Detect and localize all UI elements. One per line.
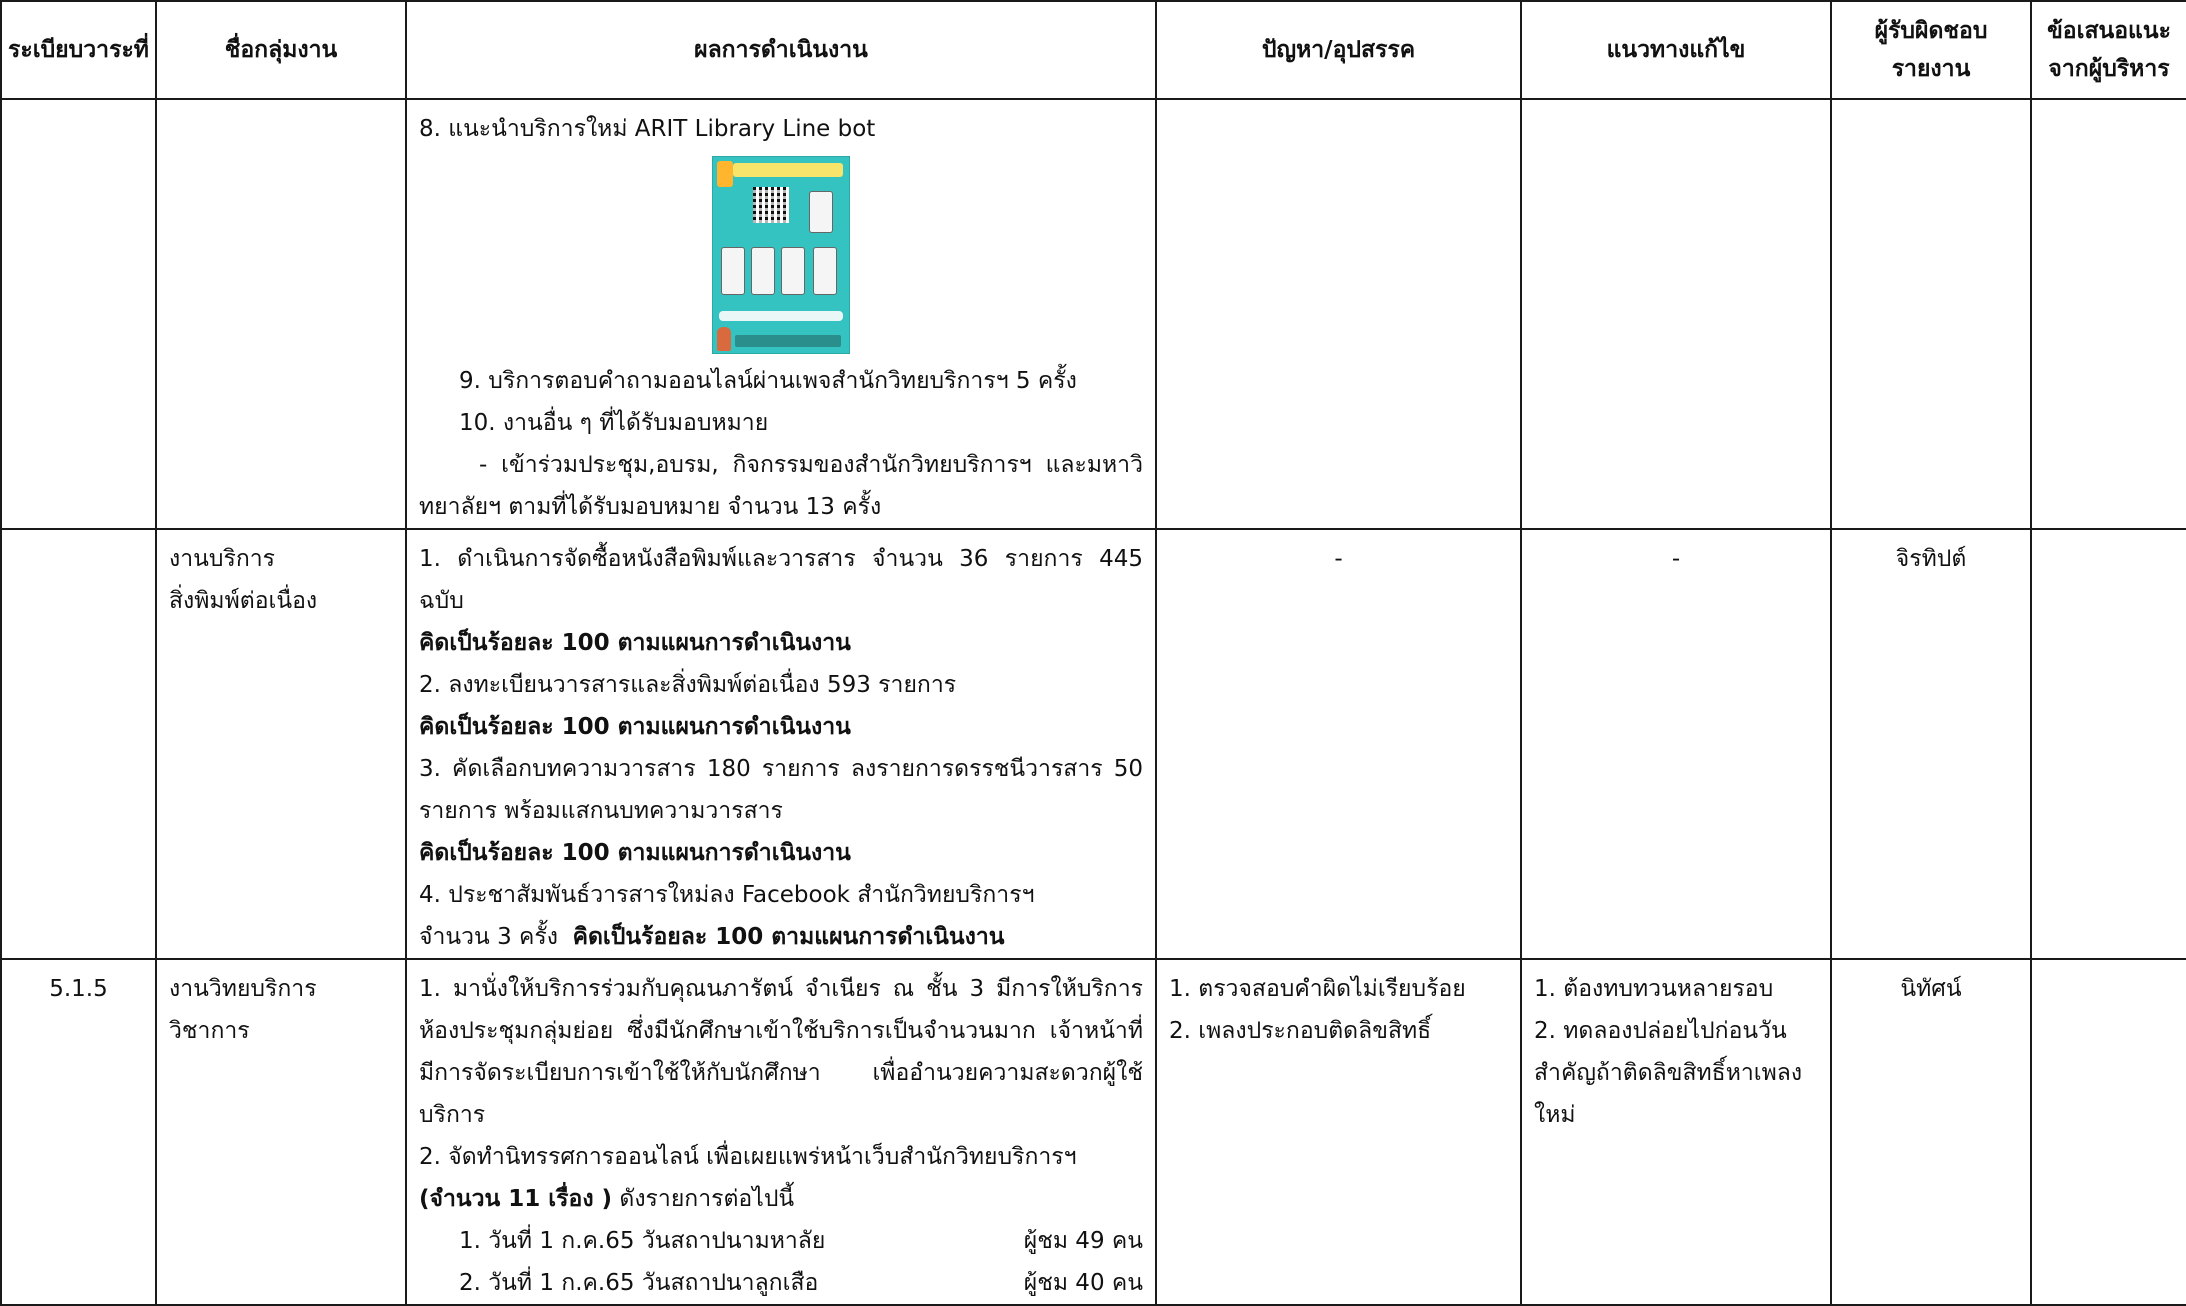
solutions-cell [1521, 529, 1831, 959]
result-item-detail: - เข้าร่วมประชุม,อบรม, กิจกรรมของสำนักวิทยบริการฯ และมหาวิทยาลัยฯ ตามที่ได้รับมอบหมาย จำนวน 13 ครั้ง [419, 452, 1143, 520]
header-row [1, 1, 2186, 99]
responsible-name: นิทัศน์ [1900, 976, 1962, 1002]
responsible-cell [1831, 99, 2031, 529]
responsible-cell [1831, 959, 2031, 1305]
agenda-cell [1, 959, 156, 1305]
header-responsible: ผู้รับผิดชอบรายงาน [1831, 1, 2031, 99]
result-tail: ดังรายการต่อไปนี้ [612, 1186, 795, 1212]
results-cell [406, 99, 1156, 529]
problems-cell [1156, 99, 1521, 529]
group-name: สิ่งพิมพ์ต่อเนื่อง [169, 588, 318, 614]
responsible-name: จิรทิปต์ [1895, 546, 1967, 572]
exhibit-date: 2. วันที่ 1 ก.ค.65 วันสถาปนาลูกเสือ [459, 1270, 819, 1296]
list-item [419, 1262, 1143, 1304]
solutions-cell [1521, 959, 1831, 1305]
result-item: 1. ดำเนินการจัดซื้อหนังสือพิมพ์และวารสาร จำนวน 36 รายการ 445 ฉบับ [419, 546, 1143, 614]
result-item: 2. ลงทะเบียนวารสารและสิ่งพิมพ์ต่อเนื่อง 593 รายการ [419, 672, 957, 698]
group-cell [156, 959, 406, 1305]
header-agenda: ระเบียบวาระที่ [1, 1, 156, 99]
result-item [419, 916, 1143, 958]
exhibit-viewers: ผู้ชม 40 คน [1023, 1270, 1143, 1296]
problems-text: - [1334, 546, 1343, 572]
result-count: จำนวน 3 ครั้ง [419, 924, 566, 950]
header-group: ชื่อกลุ่มงาน [156, 1, 406, 99]
solutions-cell [1521, 99, 1831, 529]
problems-cell [1156, 959, 1521, 1305]
table-row [1, 959, 2186, 1305]
solution-item: 1. ต้องทบทวนหลายรอบ [1534, 976, 1774, 1002]
solutions-text: - [1671, 546, 1681, 572]
problems-cell [1156, 529, 1521, 959]
suggestions-cell [2031, 959, 2186, 1305]
problem-item: 2. เพลงประกอบติดลิขสิทธิ์ [1169, 1018, 1432, 1044]
result-summary: (จำนวน 11 เรื่อง ) [419, 1186, 613, 1212]
result-item [419, 1178, 1143, 1220]
agenda-cell [1, 99, 156, 529]
result-item: 3. คัดเลือกบทความวารสาร 180 รายการ ลงรายการดรรชนีวารสาร 50 รายการ พร้อมแสกนบทความวารสาร [419, 756, 1143, 824]
header-suggestions: ข้อเสนอแนะจากผู้บริหาร [2031, 1, 2186, 99]
table-row [1, 529, 2186, 959]
suggestions-cell [2031, 529, 2186, 959]
table-row [1, 99, 2186, 529]
line-bot-poster-image [712, 156, 850, 354]
results-cell [406, 529, 1156, 959]
result-summary: คิดเป็นร้อยละ 100 ตามแผนการดำเนินงาน [419, 630, 851, 656]
group-cell [156, 99, 406, 529]
result-item: 4. ประชาสัมพันธ์วารสารใหม่ลง Facebook สำนักวิทยบริการฯ [419, 882, 1035, 908]
group-name: งานบริการ [169, 546, 276, 572]
group-cell [156, 529, 406, 959]
header-results: ผลการดำเนินงาน [406, 1, 1156, 99]
result-item: 2. จัดทำนิทรรศการออนไลน์ เพื่อเผยแพร่หน้าเว็บสำนักวิทยบริการฯ [419, 1144, 1077, 1170]
result-item: 1. มานั่งให้บริการร่วมกับคุณนภารัตน์ จำเนียร ณ ชั้น 3 มีการให้บริการห้องประชุมกลุ่มย่อย ซึ่งมีนักศึกษาเข้าใช้บริการเป็นจำนวนมาก เจ้าหน้าที่มีการจัดระเบียบการเข้าใช้ให้กับนักศึกษา เพื่ออำนวยความสะดวกผู้ใช้บริการ [419, 976, 1143, 1128]
header-solutions: แนวทางแก้ไข [1521, 1, 1831, 99]
exhibit-viewers: ผู้ชม 49 คน [1023, 1228, 1143, 1254]
result-item: 9. บริการตอบคำถามออนไลน์ผ่านเพจสำนักวิทยบริการฯ 5 ครั้ง [459, 368, 1077, 394]
result-item: 8. แนะนำบริการใหม่ ARIT Library Line bot [419, 116, 876, 142]
exhibit-date: 1. วันที่ 1 ก.ค.65 วันสถาปนามหาลัย [459, 1228, 826, 1254]
group-name: งานวิทยบริการ [169, 976, 317, 1002]
header-problems: ปัญหา/อุปสรรค [1156, 1, 1521, 99]
result-item: 10. งานอื่น ๆ ที่ได้รับมอบหมาย [459, 410, 769, 436]
result-summary: คิดเป็นร้อยละ 100 ตามแผนการดำเนินงาน [419, 840, 851, 866]
results-cell [406, 959, 1156, 1305]
suggestions-cell [2031, 99, 2186, 529]
group-name: วิชาการ [169, 1018, 250, 1044]
responsible-cell [1831, 529, 2031, 959]
result-summary: คิดเป็นร้อยละ 100 ตามแผนการดำเนินงาน [419, 714, 851, 740]
result-summary: คิดเป็นร้อยละ 100 ตามแผนการดำเนินงาน [572, 924, 1005, 950]
problem-item: 1. ตรวจสอบคำผิดไม่เรียบร้อย [1169, 976, 1466, 1002]
solution-item: 2. ทดลองปล่อยไปก่อนวันสำคัญถ้าติดลิขสิทธิ์หาเพลงใหม่ [1534, 1018, 1803, 1128]
agenda-cell [1, 529, 156, 959]
list-item [419, 1220, 1143, 1262]
agenda-number: 5.1.5 [49, 976, 108, 1002]
